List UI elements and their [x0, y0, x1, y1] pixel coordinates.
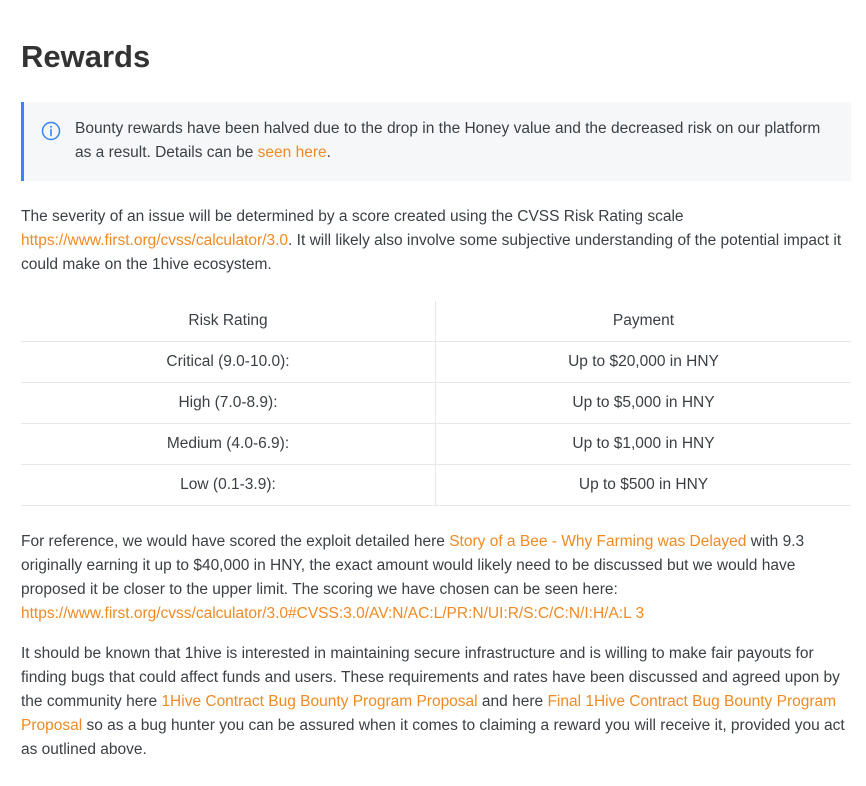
reference-paragraph: [21, 530, 851, 626]
callout-text-after: .: [326, 144, 331, 161]
bug-bounty-proposal-link[interactable]: 1Hive Contract Bug Bounty Program Proposal: [161, 693, 478, 710]
closing-text-after: so as a bug hunter you can be assured when it comes to claiming a reward you will receive it, provided you act as outlined above.: [21, 717, 845, 758]
risk-rating-cell: Low (0.1-3.9):: [21, 465, 436, 506]
payment-cell: Up to $500 in HNY: [436, 465, 852, 506]
closing-text-middle: and here: [477, 693, 548, 710]
cvss-vector-link[interactable]: https://www.first.org/cvss/calculator/3.0#CVSS:3.0/AV:N/AC:L/PR:N/UI:R/S:C/C:N/I:H/A:L 3: [21, 605, 645, 622]
risk-rating-cell: Medium (4.0-6.9):: [21, 424, 436, 465]
risk-rating-cell: High (7.0-8.9):: [21, 383, 436, 424]
story-of-a-bee-link[interactable]: Story of a Bee - Why Farming was Delayed: [449, 533, 747, 550]
payment-cell: Up to $5,000 in HNY: [436, 383, 852, 424]
table-row: [21, 465, 851, 506]
final-bug-bounty-proposal-link[interactable]: Final 1Hive Contract Bug Bounty Program Proposal: [21, 693, 837, 734]
page-title: Rewards: [21, 39, 151, 74]
intro-paragraph: [21, 205, 851, 277]
table-row: [21, 383, 851, 424]
reference-text-middle: with 9.3 originally earning it up to $40,000 in HNY, the exact amount would likely need to be discussed but we would have proposed it be closer to the upper limit. The scoring we have chosen can be seen here:: [21, 533, 805, 598]
info-icon: [41, 121, 61, 141]
closing-text-before: It should be known that 1hive is interested in maintaining secure infrastructure and is willing to make fair payouts for finding bugs that could affect funds and users. These requirements and rates have been discussed and agreed upon by the community here: [21, 645, 840, 710]
header-payment: Payment: [436, 301, 852, 342]
closing-paragraph: [21, 642, 851, 762]
table-row: [21, 342, 851, 383]
cvss-calculator-link[interactable]: https://www.first.org/cvss/calculator/3.0: [21, 232, 289, 249]
table-header-row: [21, 301, 851, 342]
seen-here-link[interactable]: seen here: [257, 144, 327, 161]
reference-text-before: For reference, we would have scored the exploit detailed here: [21, 533, 450, 550]
callout-text-before: Bounty rewards have been halved due to the drop in the Honey value and the decreased risk on our platform as a result. Details can be: [75, 120, 821, 161]
intro-text-before: The severity of an issue will be determined by a score created using the CVSS Risk Rating scale: [21, 208, 684, 225]
intro-text-after: . It will likely also involve some subjective understanding of the potential impact it could make on the 1hive ecosystem.: [21, 232, 842, 273]
info-callout: [21, 102, 851, 181]
header-risk-rating: Risk Rating: [21, 301, 436, 342]
risk-rating-cell: Critical (9.0-10.0):: [21, 342, 436, 383]
payment-cell: Up to $20,000 in HNY: [436, 342, 852, 383]
risk-rating-table: [21, 301, 851, 506]
payment-cell: Up to $1,000 in HNY: [436, 424, 852, 465]
table-row: [21, 424, 851, 465]
callout-text: [75, 117, 835, 165]
